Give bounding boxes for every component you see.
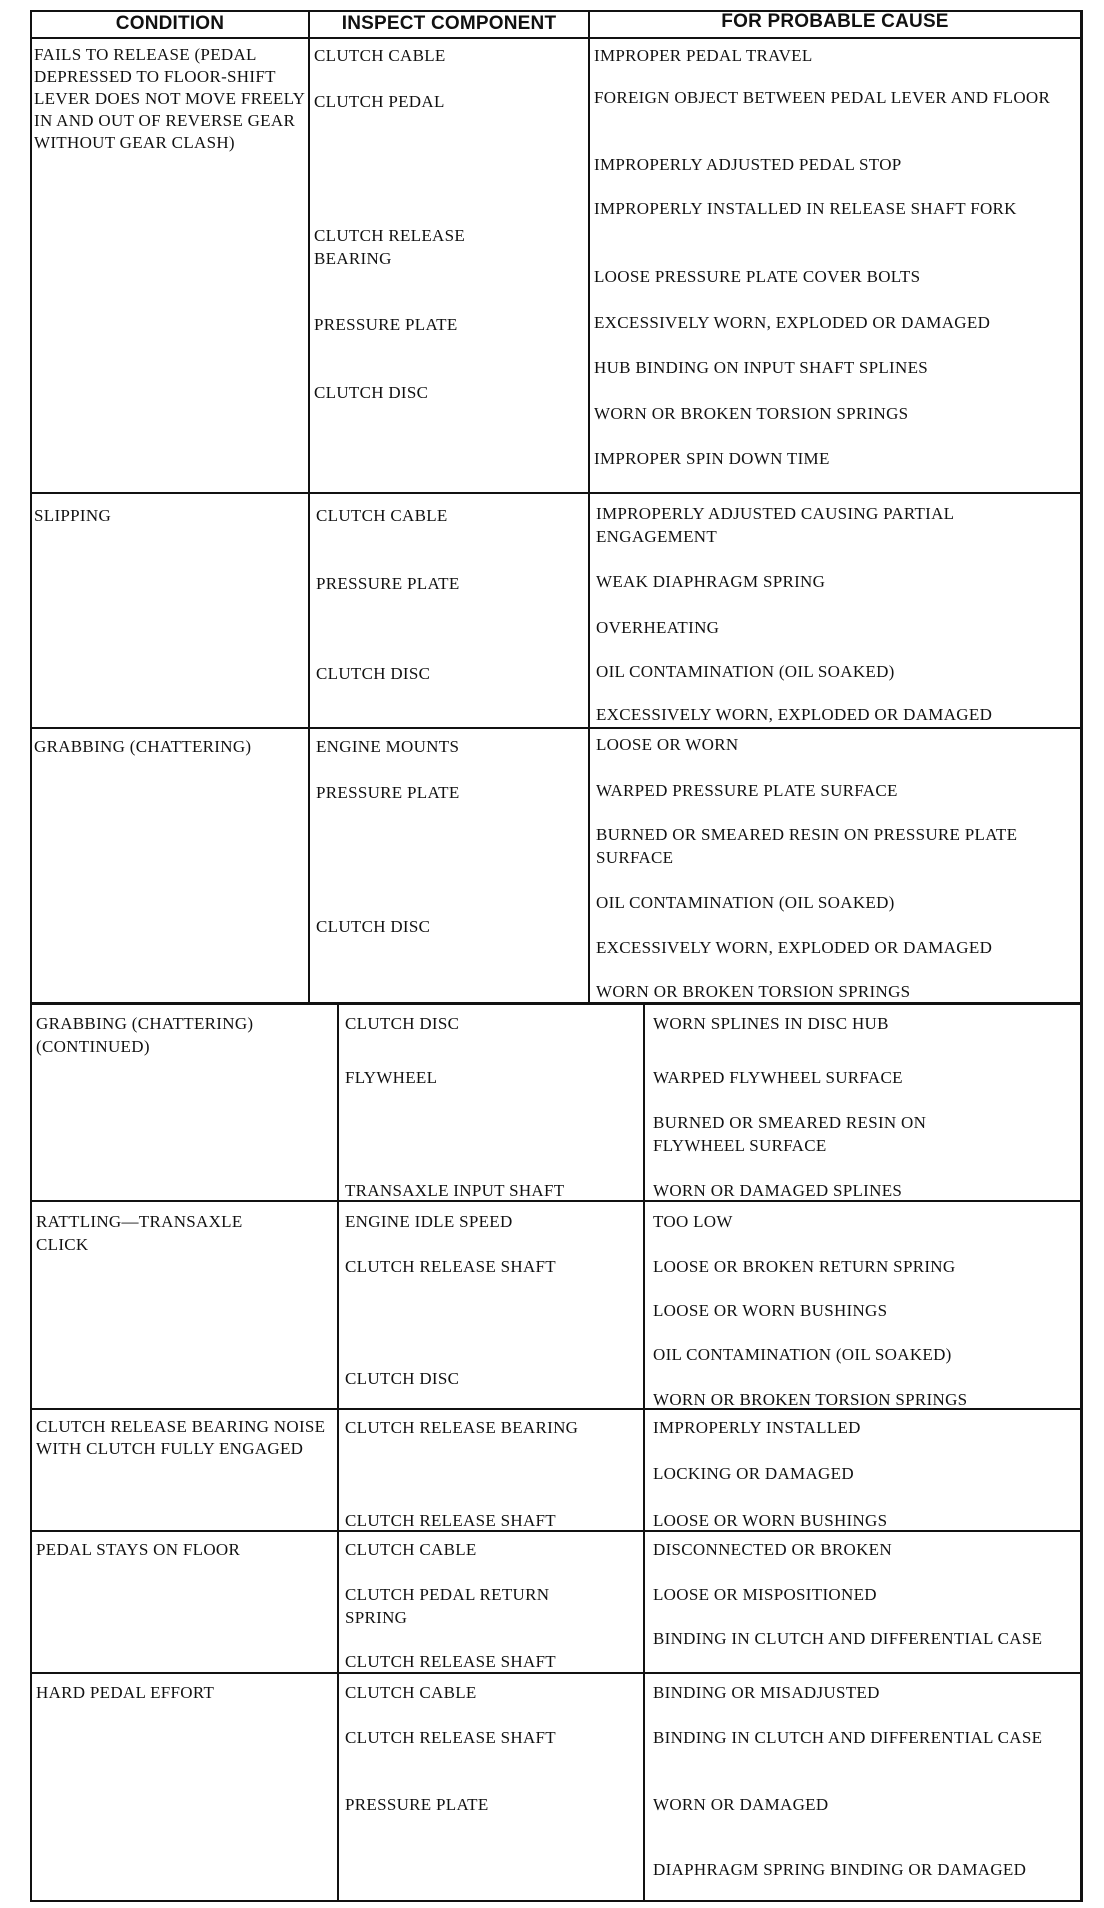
component-cell: CLUTCH DISC: [316, 664, 431, 683]
cause-cell: LOOSE PRESSURE PLATE COVER BOLTS: [594, 267, 921, 286]
column-divider: [643, 1003, 645, 1900]
column-divider: [308, 10, 310, 1003]
header-condition: CONDITION: [115, 13, 225, 34]
cause-cell: TOO LOW: [653, 1212, 733, 1231]
cause-cell: WORN OR DAMAGED: [653, 1795, 829, 1814]
row-divider: [30, 727, 1080, 729]
cause-cell: DIAPHRAGM SPRING BINDING OR DAMAGED: [653, 1860, 1027, 1879]
condition-cell: SLIPPING: [34, 506, 112, 525]
condition-cell: GRABBING (CHATTERING): [34, 737, 252, 756]
header-inspect-component: INSPECT COMPONENT: [341, 13, 557, 34]
cause-cell: BINDING IN CLUTCH AND DIFFERENTIAL CASE: [653, 1728, 1043, 1747]
component-cell: CLUTCH RELEASE BEARING: [314, 226, 466, 268]
cause-cell: WORN OR BROKEN TORSION SPRINGS: [594, 404, 909, 423]
component-cell: CLUTCH RELEASE BEARING: [345, 1418, 579, 1437]
cause-cell: WORN OR BROKEN TORSION SPRINGS: [653, 1390, 968, 1409]
cause-cell: OVERHEATING: [596, 618, 720, 637]
cause-cell: IMPROPERLY ADJUSTED PEDAL STOP: [594, 155, 902, 174]
cause-cell: BURNED OR SMEARED RESIN ON FLYWHEEL SURFACE: [653, 1113, 927, 1155]
component-cell: PRESSURE PLATE: [316, 783, 460, 802]
cause-cell: BINDING OR MISADJUSTED: [653, 1683, 880, 1702]
cause-cell: LOOSE OR MISPOSITIONED: [653, 1585, 877, 1604]
component-cell: CLUTCH DISC: [345, 1014, 460, 1033]
cause-cell: LOOSE OR WORN BUSHINGS: [653, 1511, 888, 1530]
component-cell: ENGINE MOUNTS: [316, 737, 460, 756]
condition-cell: HARD PEDAL EFFORT: [36, 1683, 215, 1702]
component-cell: ENGINE IDLE SPEED: [345, 1212, 513, 1231]
cause-cell: FOREIGN OBJECT BETWEEN PEDAL LEVER AND FLOOR: [594, 88, 1051, 107]
table-border: [30, 37, 1080, 39]
cause-cell: WORN OR BROKEN TORSION SPRINGS: [596, 982, 911, 1001]
cause-cell: OIL CONTAMINATION (OIL SOAKED): [596, 893, 895, 912]
component-cell: TRANSAXLE INPUT SHAFT: [345, 1181, 565, 1200]
cause-cell: WORN SPLINES IN DISC HUB: [653, 1014, 889, 1033]
cause-cell: LOOSE OR WORN BUSHINGS: [653, 1301, 888, 1320]
component-cell: CLUTCH RELEASE SHAFT: [345, 1728, 556, 1747]
component-cell: CLUTCH DISC: [314, 383, 429, 402]
header-probable-cause: FOR PROBABLE CAUSE: [721, 11, 949, 32]
component-cell: PRESSURE PLATE: [316, 574, 460, 593]
table-border: [30, 1900, 1083, 1902]
component-cell: CLUTCH CABLE: [316, 506, 448, 525]
component-cell: CLUTCH CABLE: [314, 46, 446, 65]
cause-cell: WEAK DIAPHRAGM SPRING: [596, 572, 826, 591]
cause-cell: BINDING IN CLUTCH AND DIFFERENTIAL CASE: [653, 1629, 1043, 1648]
component-cell: CLUTCH PEDAL: [314, 92, 445, 111]
cause-cell: EXCESSIVELY WORN, EXPLODED OR DAMAGED: [596, 938, 993, 957]
cause-cell: IMPROPERLY INSTALLED: [653, 1418, 861, 1437]
component-cell: PRESSURE PLATE: [345, 1795, 489, 1814]
column-divider: [588, 10, 590, 1003]
cause-cell: DISCONNECTED OR BROKEN: [653, 1540, 892, 1559]
component-cell: CLUTCH DISC: [316, 917, 431, 936]
cause-cell: BURNED OR SMEARED RESIN ON PRESSURE PLATE SURFACE: [596, 825, 1018, 867]
table-border: [1080, 10, 1083, 1902]
component-cell: CLUTCH CABLE: [345, 1683, 477, 1702]
condition-cell: GRABBING (CHATTERING) (CONTINUED): [36, 1014, 254, 1056]
cause-cell: LOOSE OR BROKEN RETURN SPRING: [653, 1257, 956, 1276]
condition-cell: PEDAL STAYS ON FLOOR: [36, 1540, 241, 1559]
component-cell: CLUTCH PEDAL RETURN SPRING: [345, 1585, 550, 1627]
cause-cell: HUB BINDING ON INPUT SHAFT SPLINES: [594, 358, 929, 377]
cause-cell: IMPROPERLY INSTALLED IN RELEASE SHAFT FORK: [594, 199, 1017, 218]
cause-cell: LOCKING OR DAMAGED: [653, 1464, 854, 1483]
component-cell: CLUTCH RELEASE SHAFT: [345, 1511, 556, 1530]
component-cell: CLUTCH DISC: [345, 1369, 460, 1388]
condition-cell: RATTLING—TRANSAXLE CLICK: [36, 1212, 243, 1254]
table-border: [30, 10, 32, 1902]
cause-cell: WARPED PRESSURE PLATE SURFACE: [596, 781, 898, 800]
cause-cell: IMPROPER PEDAL TRAVEL: [594, 46, 813, 65]
component-cell: CLUTCH CABLE: [345, 1540, 477, 1559]
cause-cell: WARPED FLYWHEEL SURFACE: [653, 1068, 903, 1087]
cause-cell: IMPROPER SPIN DOWN TIME: [594, 449, 830, 468]
cause-cell: LOOSE OR WORN: [596, 735, 739, 754]
component-cell: PRESSURE PLATE: [314, 315, 458, 334]
column-divider: [337, 1003, 339, 1900]
condition-cell: CLUTCH RELEASE BEARING NOISE WITH CLUTCH FULLY ENGAGED: [36, 1417, 326, 1458]
component-cell: CLUTCH RELEASE SHAFT: [345, 1652, 556, 1671]
component-cell: CLUTCH RELEASE SHAFT: [345, 1257, 556, 1276]
component-cell: FLYWHEEL: [345, 1068, 438, 1087]
cause-cell: EXCESSIVELY WORN, EXPLODED OR DAMAGED: [596, 705, 993, 724]
row-divider: [30, 492, 1080, 494]
cause-cell: EXCESSIVELY WORN, EXPLODED OR DAMAGED: [594, 313, 991, 332]
cause-cell: OIL CONTAMINATION (OIL SOAKED): [596, 662, 895, 681]
cause-cell: OIL CONTAMINATION (OIL SOAKED): [653, 1345, 952, 1364]
condition-cell: FAILS TO RELEASE (PEDAL DEPRESSED TO FLOOR-SHIFT LEVER DOES NOT MOVE FREELY IN AND OUT OF REVERSE GEAR WITHOUT GEAR CLASH): [34, 45, 305, 152]
cause-cell: WORN OR DAMAGED SPLINES: [653, 1181, 903, 1200]
cause-cell: IMPROPERLY ADJUSTED CAUSING PARTIAL ENGAGEMENT: [596, 504, 954, 546]
